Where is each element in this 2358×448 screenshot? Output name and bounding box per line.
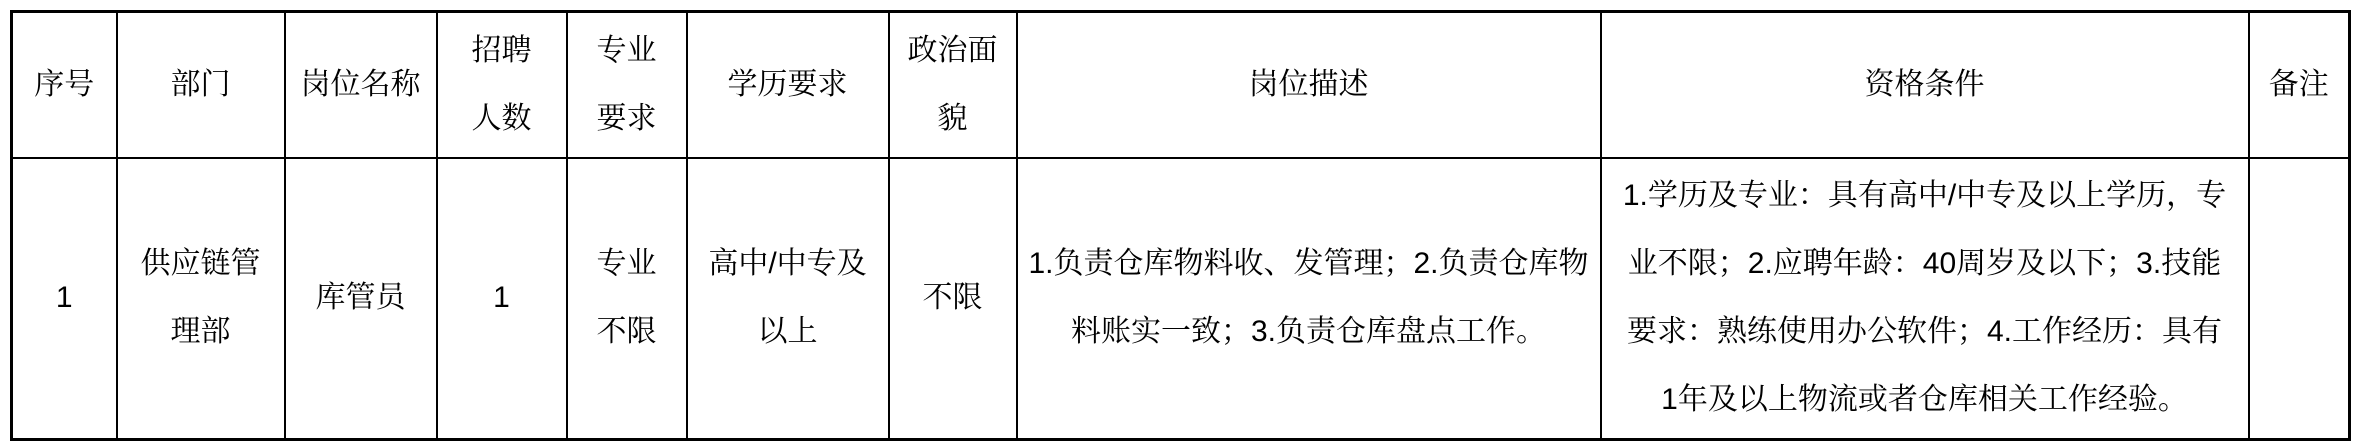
cell-major-req: 专业不限 [567, 158, 687, 440]
cell-post-name: 库管员 [285, 158, 437, 440]
cell-political-status: 不限 [889, 158, 1017, 440]
cell-serial: 1 [12, 158, 117, 440]
header-department: 部门 [117, 12, 285, 158]
table-row [12, 158, 2350, 440]
cell-post-description: 1.负责仓库物料收、发管理；2.负责仓库物料账实一致；3.负责仓库盘点工作。 [1017, 158, 1601, 440]
cell-headcount: 1 [437, 158, 567, 440]
header-major-req: 专业要求 [567, 12, 687, 158]
header-education-req: 学历要求 [687, 12, 889, 158]
recruitment-table [10, 10, 2351, 441]
header-post-description: 岗位描述 [1017, 12, 1601, 158]
cell-remark [2249, 158, 2350, 440]
header-qualifications: 资格条件 [1601, 12, 2249, 158]
cell-education-req: 高中/中专及以上 [687, 158, 889, 440]
cell-qualifications: 1.学历及专业：具有高中/中专及以上学历，专业不限；2.应聘年龄：40周岁及以下；3.技能要求：熟练使用办公软件；4.工作经历：具有1年及以上物流或者仓库相关工作经验。 [1601, 158, 2249, 440]
header-post-name: 岗位名称 [285, 12, 437, 158]
header-headcount: 招聘人数 [437, 12, 567, 158]
header-remark: 备注 [2249, 12, 2350, 158]
header-serial: 序号 [12, 12, 117, 158]
cell-department: 供应链管理部 [117, 158, 285, 440]
table-header-row [12, 12, 2350, 158]
header-political-status: 政治面貌 [889, 12, 1017, 158]
